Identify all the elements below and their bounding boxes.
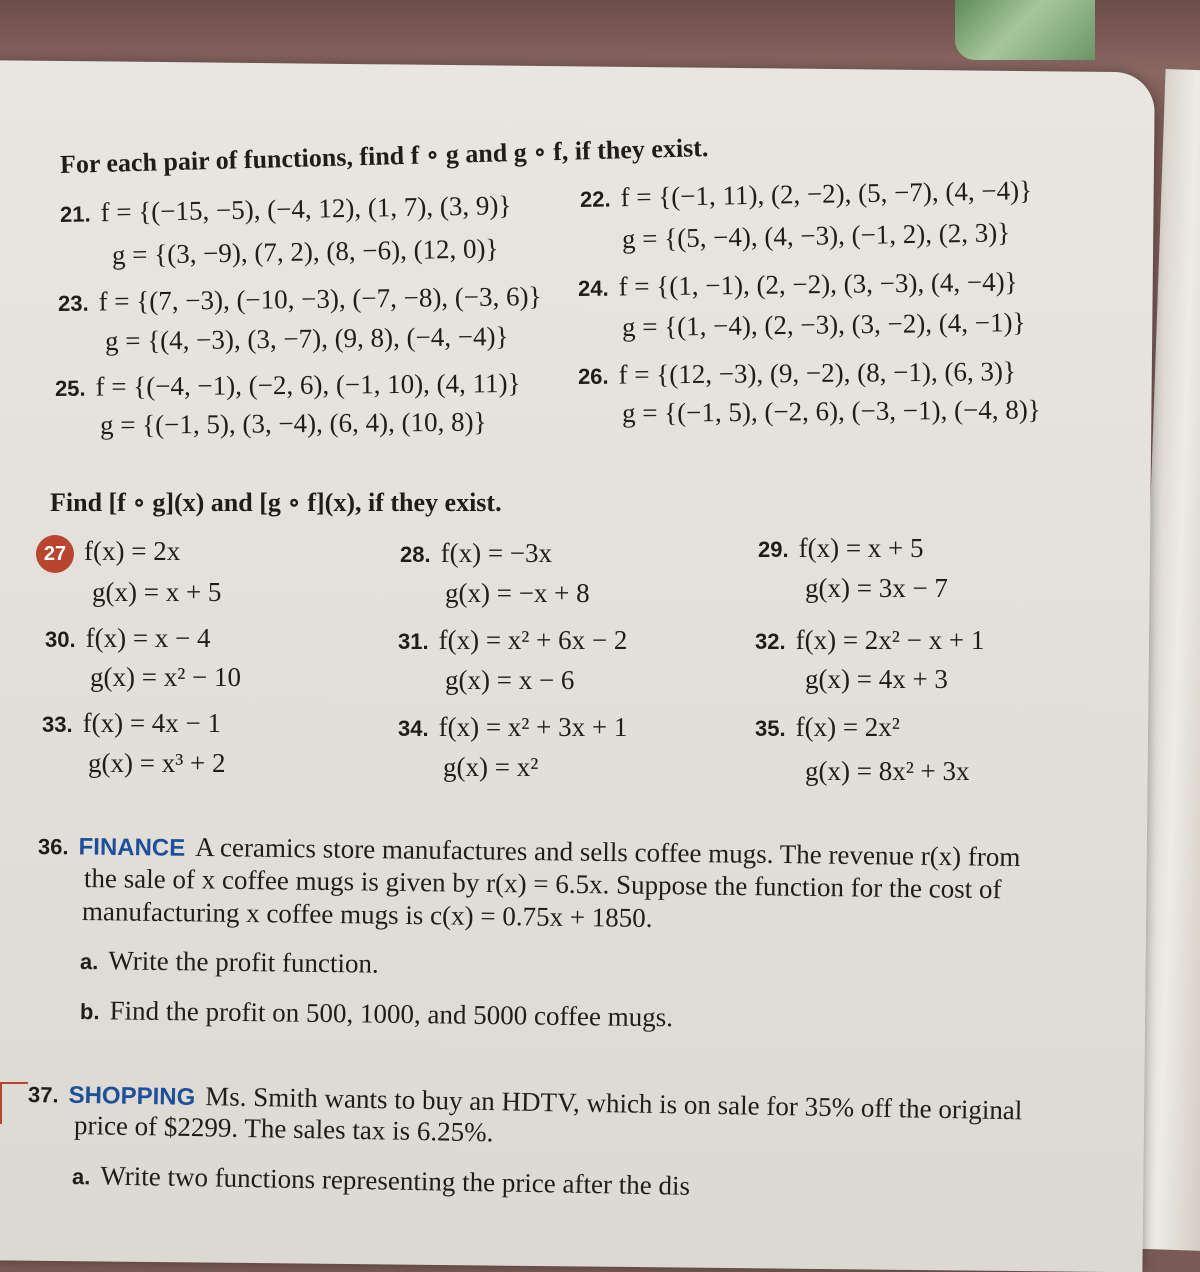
exercise-21-f <box>60 190 512 229</box>
exercise-29-f <box>758 533 924 564</box>
function-f: f(x) = 2x <box>84 536 181 567</box>
exercise-number: 32. <box>755 629 786 654</box>
exercise-27-f <box>36 535 180 573</box>
exercise-23-f <box>58 281 542 318</box>
exercise-number: 35. <box>755 716 786 741</box>
exercise-33-g: g(x) = x³ + 2 <box>88 748 226 778</box>
exercise-25-g: g = {(−1, 5), (3, −4), (6, 4), (10, 8)} <box>99 406 487 440</box>
function-f: f = {(1, −1), (2, −2), (3, −3), (4, −4)} <box>618 266 1018 302</box>
exercise-number: 22. <box>579 186 611 212</box>
problem-36-part-a <box>80 945 379 980</box>
exercise-21-g: g = {(3, −9), (7, 2), (8, −6), (12, 0)} <box>111 233 499 270</box>
exercise-22-g: g = {(5, −4), (4, −3), (−1, 2), (2, 3)} <box>621 217 1011 254</box>
problem-37-bracket <box>0 1082 28 1124</box>
problem-37-line-2: price of $2299. The sales tax is 6.25%. <box>73 1110 494 1148</box>
part-label: a. <box>79 949 99 975</box>
problem-text: A ceramics store manufactures and sells coffee mugs. The revenue r(x) from <box>195 831 1021 873</box>
exercise-number: 21. <box>59 201 91 227</box>
function-f: f = {(−4, −1), (−2, 6), (−1, 10), (4, 11)} <box>95 367 521 402</box>
exercise-number: 36. <box>37 834 69 860</box>
exercise-number: 30. <box>45 627 76 652</box>
exercise-32-f <box>755 625 984 656</box>
part-label: a. <box>71 1164 91 1190</box>
exercise-29-g: g(x) = 3x − 7 <box>805 573 948 603</box>
exercise-32-g: g(x) = 4x + 3 <box>805 664 948 694</box>
exercise-35-g: g(x) = 8x² + 3x <box>805 756 970 786</box>
exercise-35-f <box>755 712 900 743</box>
part-text: Find the profit on 500, 1000, and 5000 coffee mugs. <box>109 995 674 1033</box>
exercise-number: 23. <box>57 290 89 316</box>
exercise-27-g: g(x) = x + 5 <box>92 577 222 607</box>
exercise-28-g: g(x) = −x + 8 <box>445 578 590 608</box>
exercise-number: 24. <box>577 275 609 301</box>
exercise-number: 28. <box>400 542 431 567</box>
exercise-25-f <box>55 368 521 403</box>
exercise-30-g: g(x) = x² − 10 <box>90 662 242 692</box>
part-text: Write the profit function. <box>108 945 379 979</box>
function-f: f(x) = x + 5 <box>798 533 924 563</box>
function-f: f = {(−1, 11), (2, −2), (5, −7), (4, −4)} <box>620 175 1033 213</box>
exercise-28-f <box>400 538 552 569</box>
function-f: f(x) = 4x − 1 <box>82 708 222 738</box>
exercise-27-badge: 27 <box>36 535 74 573</box>
exercise-number: 31. <box>398 629 429 654</box>
problem-36-keyword: FINANCE <box>78 833 186 862</box>
function-f: f(x) = 2x² <box>795 712 900 742</box>
exercise-number: 29. <box>758 537 789 562</box>
exercise-number: 26. <box>577 363 609 389</box>
exercise-26-g: g = {(−1, 5), (−2, 6), (−3, −1), (−4, 8)} <box>621 394 1041 428</box>
part-text: Write two functions representing the price after the dis <box>100 1160 691 1201</box>
exercise-number: 37. <box>27 1082 59 1108</box>
function-f: f = {(−15, −5), (−4, 12), (1, 7), (3, 9)} <box>100 190 512 228</box>
exercise-34-g: g(x) = x² <box>443 752 539 782</box>
exercise-number: 25. <box>54 375 86 401</box>
function-f: f = {(7, −3), (−10, −3), (−7, −8), (−3, 6)} <box>98 281 542 317</box>
function-f: f(x) = x − 4 <box>85 623 211 653</box>
problem-36-line-3: manufacturing x coffee mugs is c(x) = 0.75x + 1850. <box>81 896 653 933</box>
function-f: f(x) = x² + 3x + 1 <box>438 712 628 742</box>
exercise-24-f <box>578 267 1018 303</box>
function-f: f(x) = −3x <box>440 538 553 568</box>
problem-36-line-2: the sale of x coffee mugs is given by r(x) = 6.5x. Suppose the function for the cost of <box>83 863 1002 905</box>
problem-37-keyword: SHOPPING <box>68 1081 196 1111</box>
part-label: b. <box>79 999 100 1025</box>
exercise-34-f <box>398 712 627 743</box>
exercise-30-f <box>45 623 211 654</box>
exercise-23-g: g = {(4, −3), (3, −7), (9, 8), (−4, −4)} <box>104 321 509 356</box>
instruction-compose-sets: For each pair of functions, find f ∘ g and g ∘ f, if they exist. <box>59 133 709 179</box>
function-f: f(x) = 2x² − x + 1 <box>795 625 985 655</box>
exercise-33-f <box>42 708 221 739</box>
exercise-26-f <box>578 356 1016 391</box>
exercise-31-f <box>398 625 627 656</box>
exercise-number: 33. <box>42 712 73 737</box>
function-f: f(x) = x² + 6x − 2 <box>438 625 628 655</box>
function-f: f = {(12, −3), (9, −2), (8, −1), (6, 3)} <box>618 356 1016 390</box>
instruction-compose-functions: Find [f ∘ g](x) and [g ∘ f](x), if they exist. <box>50 488 502 517</box>
problem-37-part-a <box>72 1160 691 1202</box>
exercise-31-g: g(x) = x − 6 <box>445 665 575 695</box>
problem-36-part-b <box>80 995 673 1033</box>
exercise-number: 34. <box>398 716 429 741</box>
problem-text: Ms. Smith wants to buy an HDTV, which is on sale for 35% off the original <box>205 1081 1023 1126</box>
exercise-24-g: g = {(1, −4), (2, −3), (3, −2), (4, −1)} <box>621 307 1026 342</box>
exercise-22-f <box>580 175 1033 214</box>
